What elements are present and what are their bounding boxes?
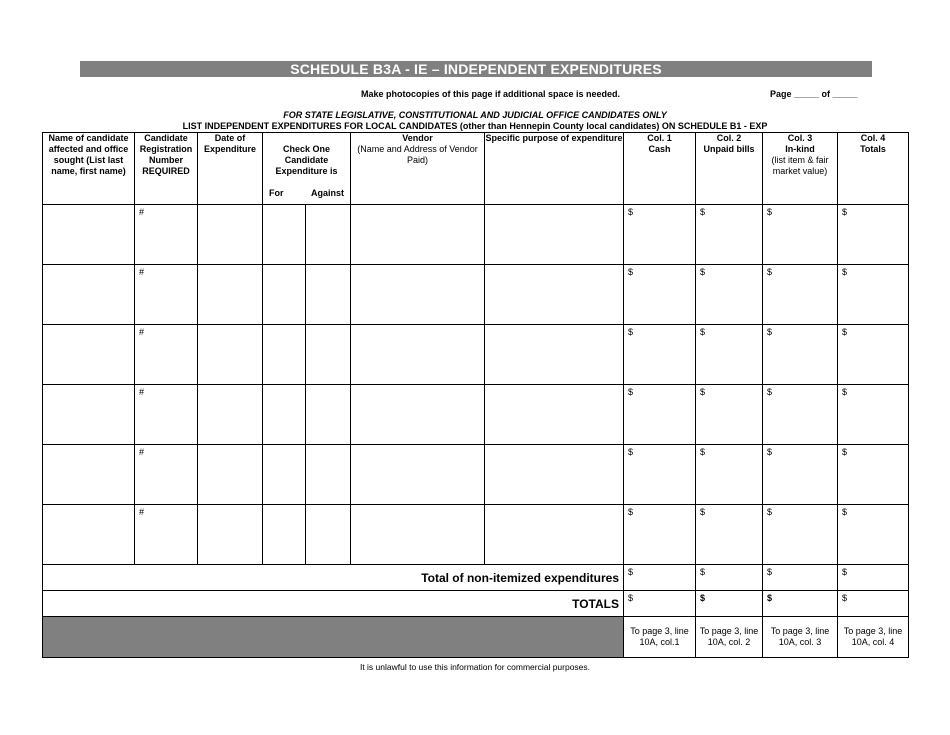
transfer-note-col1: To page 3, line 10A, col.1 bbox=[624, 617, 696, 658]
check-for-label: For bbox=[269, 188, 284, 198]
candidate-name-cell[interactable] bbox=[43, 205, 135, 265]
date-cell[interactable] bbox=[198, 505, 263, 565]
local-candidates-note: LIST INDEPENDENT EXPENDITURES FOR LOCAL CANDIDATES (other than Hennepin County local candidates) ON SCHEDULE B1 - EXP bbox=[182, 121, 768, 131]
non-itemized-cash[interactable]: $ bbox=[624, 565, 696, 591]
non-itemized-unpaid[interactable]: $ bbox=[696, 565, 763, 591]
header-col2: Col. 2 Unpaid bills bbox=[696, 133, 763, 205]
header-candidate-name: Name of candidate affected and office sought (List last name, first name) bbox=[43, 133, 135, 205]
unpaid-bills-cell[interactable]: $ bbox=[696, 325, 763, 385]
against-cell[interactable] bbox=[306, 385, 351, 445]
check-against-label: Against bbox=[310, 188, 344, 198]
date-cell[interactable] bbox=[198, 445, 263, 505]
state-candidates-note: FOR STATE LEGISLATIVE, CONSTITUTIONAL AND JUDICIAL OFFICE CANDIDATES ONLY bbox=[283, 110, 667, 120]
purpose-cell[interactable] bbox=[485, 385, 624, 445]
table-row bbox=[43, 205, 909, 265]
in-kind-cell[interactable]: $ bbox=[763, 505, 838, 565]
totals-cell[interactable]: $ bbox=[838, 325, 909, 385]
page-number-field[interactable]: Page _____ of _____ bbox=[770, 89, 858, 99]
check-one-title: Check One Candidate Expenditure is bbox=[275, 144, 338, 176]
in-kind-cell[interactable]: $ bbox=[763, 265, 838, 325]
candidate-name-cell[interactable] bbox=[43, 385, 135, 445]
unpaid-bills-cell[interactable]: $ bbox=[696, 205, 763, 265]
header-vendor: Vendor (Name and Address of Vendor Paid) bbox=[351, 133, 485, 205]
vendor-cell[interactable] bbox=[351, 205, 485, 265]
registration-number-cell[interactable]: # bbox=[135, 205, 198, 265]
transfer-note-col3: To page 3, line 10A, col. 3 bbox=[763, 617, 838, 658]
header-registration-number: Candidate Registration Number REQUIRED bbox=[135, 133, 198, 205]
header-date: Date of Expenditure bbox=[198, 133, 263, 205]
vendor-cell[interactable] bbox=[351, 325, 485, 385]
schedule-title: SCHEDULE B3A - IE – INDEPENDENT EXPENDITURES bbox=[80, 61, 872, 77]
totals-cell[interactable]: $ bbox=[838, 385, 909, 445]
totals-cash[interactable]: $ bbox=[624, 591, 696, 617]
header-col3: Col. 3 In-kind (list item & fair market value) bbox=[763, 133, 838, 205]
table-row bbox=[43, 505, 909, 565]
date-cell[interactable] bbox=[198, 325, 263, 385]
in-kind-cell[interactable]: $ bbox=[763, 205, 838, 265]
header-purpose: Specific purpose of expenditure bbox=[485, 133, 624, 205]
unpaid-bills-cell[interactable]: $ bbox=[696, 265, 763, 325]
cash-cell[interactable]: $ bbox=[624, 505, 696, 565]
date-cell[interactable] bbox=[198, 265, 263, 325]
totals-cell[interactable]: $ bbox=[838, 265, 909, 325]
vendor-cell[interactable] bbox=[351, 385, 485, 445]
candidate-name-cell[interactable] bbox=[43, 445, 135, 505]
header-check-one bbox=[263, 133, 351, 205]
totals-cell[interactable]: $ bbox=[838, 445, 909, 505]
totals-cell[interactable]: $ bbox=[838, 505, 909, 565]
totals-label: TOTALS bbox=[43, 591, 624, 617]
non-itemized-in-kind[interactable]: $ bbox=[763, 565, 838, 591]
non-itemized-totals[interactable]: $ bbox=[838, 565, 909, 591]
totals-in-kind[interactable]: $ bbox=[763, 591, 838, 617]
cash-cell[interactable]: $ bbox=[624, 205, 696, 265]
table-row bbox=[43, 385, 909, 445]
totals-row bbox=[43, 591, 909, 617]
registration-number-cell[interactable]: # bbox=[135, 505, 198, 565]
purpose-cell[interactable] bbox=[485, 505, 624, 565]
shaded-block bbox=[43, 617, 624, 658]
for-cell[interactable] bbox=[263, 325, 306, 385]
candidate-name-cell[interactable] bbox=[43, 325, 135, 385]
in-kind-cell[interactable]: $ bbox=[763, 445, 838, 505]
against-cell[interactable] bbox=[306, 265, 351, 325]
for-cell[interactable] bbox=[263, 385, 306, 445]
unpaid-bills-cell[interactable]: $ bbox=[696, 505, 763, 565]
in-kind-cell[interactable]: $ bbox=[763, 385, 838, 445]
against-cell[interactable] bbox=[306, 325, 351, 385]
expenditures-table bbox=[42, 132, 909, 658]
registration-number-cell[interactable]: # bbox=[135, 445, 198, 505]
against-cell[interactable] bbox=[306, 505, 351, 565]
for-cell[interactable] bbox=[263, 205, 306, 265]
transfer-note-col2: To page 3, line 10A, col. 2 bbox=[696, 617, 763, 658]
non-itemized-row bbox=[43, 565, 909, 591]
photocopy-note: Make photocopies of this page if additional space is needed. bbox=[361, 89, 621, 99]
table-row bbox=[43, 265, 909, 325]
purpose-cell[interactable] bbox=[485, 325, 624, 385]
transfer-notes-row bbox=[43, 617, 909, 658]
against-cell[interactable] bbox=[306, 205, 351, 265]
totals-grand[interactable]: $ bbox=[838, 591, 909, 617]
cash-cell[interactable]: $ bbox=[624, 385, 696, 445]
date-cell[interactable] bbox=[198, 385, 263, 445]
unpaid-bills-cell[interactable]: $ bbox=[696, 385, 763, 445]
header-col1: Col. 1 Cash bbox=[624, 133, 696, 205]
purpose-cell[interactable] bbox=[485, 205, 624, 265]
purpose-cell[interactable] bbox=[485, 445, 624, 505]
for-cell[interactable] bbox=[263, 265, 306, 325]
header-row bbox=[43, 133, 909, 205]
vendor-cell[interactable] bbox=[351, 265, 485, 325]
for-cell[interactable] bbox=[263, 505, 306, 565]
for-cell[interactable] bbox=[263, 445, 306, 505]
against-cell[interactable] bbox=[306, 445, 351, 505]
purpose-cell[interactable] bbox=[485, 265, 624, 325]
registration-number-cell[interactable]: # bbox=[135, 265, 198, 325]
registration-number-cell[interactable]: # bbox=[135, 325, 198, 385]
candidate-name-cell[interactable] bbox=[43, 505, 135, 565]
unpaid-bills-cell[interactable]: $ bbox=[696, 445, 763, 505]
candidate-name-cell[interactable] bbox=[43, 265, 135, 325]
registration-number-cell[interactable]: # bbox=[135, 385, 198, 445]
totals-cell[interactable]: $ bbox=[838, 205, 909, 265]
table-row bbox=[43, 325, 909, 385]
non-itemized-label: Total of non-itemized expenditures bbox=[43, 565, 624, 591]
cash-cell[interactable]: $ bbox=[624, 445, 696, 505]
vendor-cell[interactable] bbox=[351, 445, 485, 505]
totals-unpaid[interactable]: $ bbox=[696, 591, 763, 617]
header-col4: Col. 4 Totals bbox=[838, 133, 909, 205]
transfer-note-col4: To page 3, line 10A, col. 4 bbox=[838, 617, 909, 658]
cash-cell[interactable]: $ bbox=[624, 265, 696, 325]
commercial-use-disclaimer: It is unlawful to use this information for commercial purposes. bbox=[359, 662, 591, 672]
cash-cell[interactable]: $ bbox=[624, 325, 696, 385]
vendor-cell[interactable] bbox=[351, 505, 485, 565]
date-cell[interactable] bbox=[198, 205, 263, 265]
table-row bbox=[43, 445, 909, 505]
in-kind-cell[interactable]: $ bbox=[763, 325, 838, 385]
